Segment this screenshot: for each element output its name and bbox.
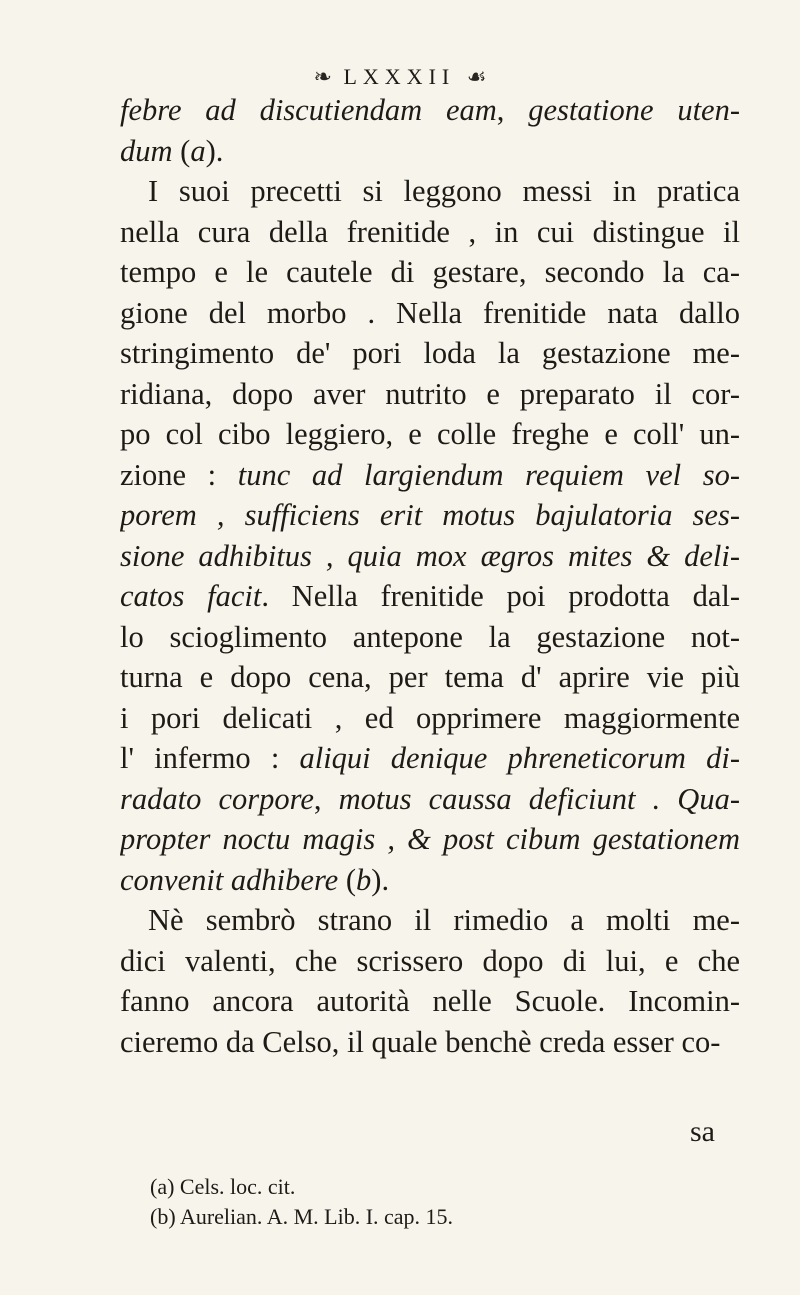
text-line: [120, 414, 740, 455]
italic-text: catos facit: [120, 579, 262, 613]
italic-text: a: [190, 133, 206, 168]
footnotes: [150, 1172, 453, 1232]
italic-text: sione adhibitus , quia mox ægros mites & deli-: [120, 538, 740, 573]
text-line: [120, 698, 740, 739]
ornament-right-icon: ☙: [466, 64, 487, 89]
text-segment: ,: [496, 93, 529, 127]
text-segment: stringimento de' pori loda la gestazione me-: [120, 336, 740, 370]
text-segment: (: [338, 862, 357, 897]
footnote-b: (b) Aurelian. A. M. Lib. I. cap. 15.: [150, 1204, 454, 1229]
text-line: [120, 374, 740, 415]
text-segment: lo scioglimento antepone la gestazione not-: [120, 619, 740, 654]
italic-text: b: [356, 862, 372, 897]
text-segment: nella cura della frenitide , in cui distingue il: [120, 214, 740, 249]
text-segment: ,: [313, 781, 339, 816]
body-text: [120, 90, 740, 1062]
text-line: [120, 212, 740, 253]
text-line: [120, 131, 740, 172]
italic-text: tunc ad largiendum requiem vel so-: [237, 457, 740, 492]
text-line: [120, 90, 740, 131]
italic-text: aliqui denique phreneticorum di-: [299, 741, 740, 775]
text-line: [120, 495, 740, 536]
text-segment: turna e dopo cena, per tema d' aprire vie più: [120, 660, 740, 694]
text-segment: (: [172, 133, 191, 168]
italic-text: convenit adhibere: [120, 862, 339, 897]
text-line: [120, 981, 740, 1022]
italic-text: radato corpore: [120, 781, 314, 816]
catchword: sa: [690, 1115, 715, 1148]
text-segment: cieremo da Celso, il quale benchè creda esser co-: [120, 1024, 721, 1059]
text-line: [120, 860, 740, 901]
text-line: [120, 900, 740, 941]
text-segment: ridiana, dopo aver nutrito e preparato il cor-: [120, 376, 740, 411]
text-segment: Nè sembrò strano il rimedio a molti me-: [148, 903, 740, 937]
page-header: [0, 64, 800, 90]
text-line: [120, 738, 740, 779]
text-line: [120, 779, 740, 820]
text-line: [120, 941, 740, 982]
page-number: LXXXII: [343, 64, 456, 89]
text-segment: ).: [205, 133, 224, 168]
ornament-left-icon: ❧: [313, 64, 332, 89]
text-line: [120, 657, 740, 698]
text-segment: I suoi precetti si leggono messi in pratica: [148, 174, 740, 208]
text-line: [120, 252, 740, 293]
text-segment: tempo e le cautele di gestare, secondo la ca-: [120, 255, 740, 289]
text-line: [120, 819, 740, 860]
italic-text: dum: [120, 133, 173, 168]
text-line: [120, 171, 740, 212]
text-segment: ).: [371, 862, 390, 897]
italic-text: propter noctu magis , & post cibum gestationem: [120, 822, 740, 856]
text-segment: dici valenti, che scrissero dopo di lui, e che: [120, 943, 740, 978]
text-line: [120, 617, 740, 658]
footnote-a: (a) Cels. loc. cit.: [150, 1174, 296, 1199]
text-line: [120, 576, 740, 617]
text-line: [120, 536, 740, 577]
text-segment: l' infermo :: [120, 741, 300, 775]
text-segment: zione :: [120, 457, 238, 492]
italic-text: gestatione uten-: [528, 93, 740, 127]
text-line: [120, 455, 740, 496]
text-segment: gione del morbo . Nella frenitide nata dallo: [120, 295, 740, 330]
text-line: [120, 1022, 740, 1063]
text-segment: fanno ancora autorità nelle Scuole. Incomin-: [120, 984, 740, 1018]
text-segment: po col cibo leggiero, e colle freghe e coll' un-: [120, 417, 740, 451]
text-line: [120, 293, 740, 334]
text-line: [120, 333, 740, 374]
text-segment: . Nella frenitide poi prodotta dal-: [261, 579, 740, 613]
italic-text: motus caussa deficiunt . Qua-: [338, 781, 740, 816]
italic-text: porem , sufficiens erit motus bajulatoria ses-: [120, 498, 740, 532]
italic-text: febre ad discutiendam eam: [120, 93, 497, 127]
text-segment: i pori delicati , ed opprimere maggiormente: [120, 700, 740, 735]
